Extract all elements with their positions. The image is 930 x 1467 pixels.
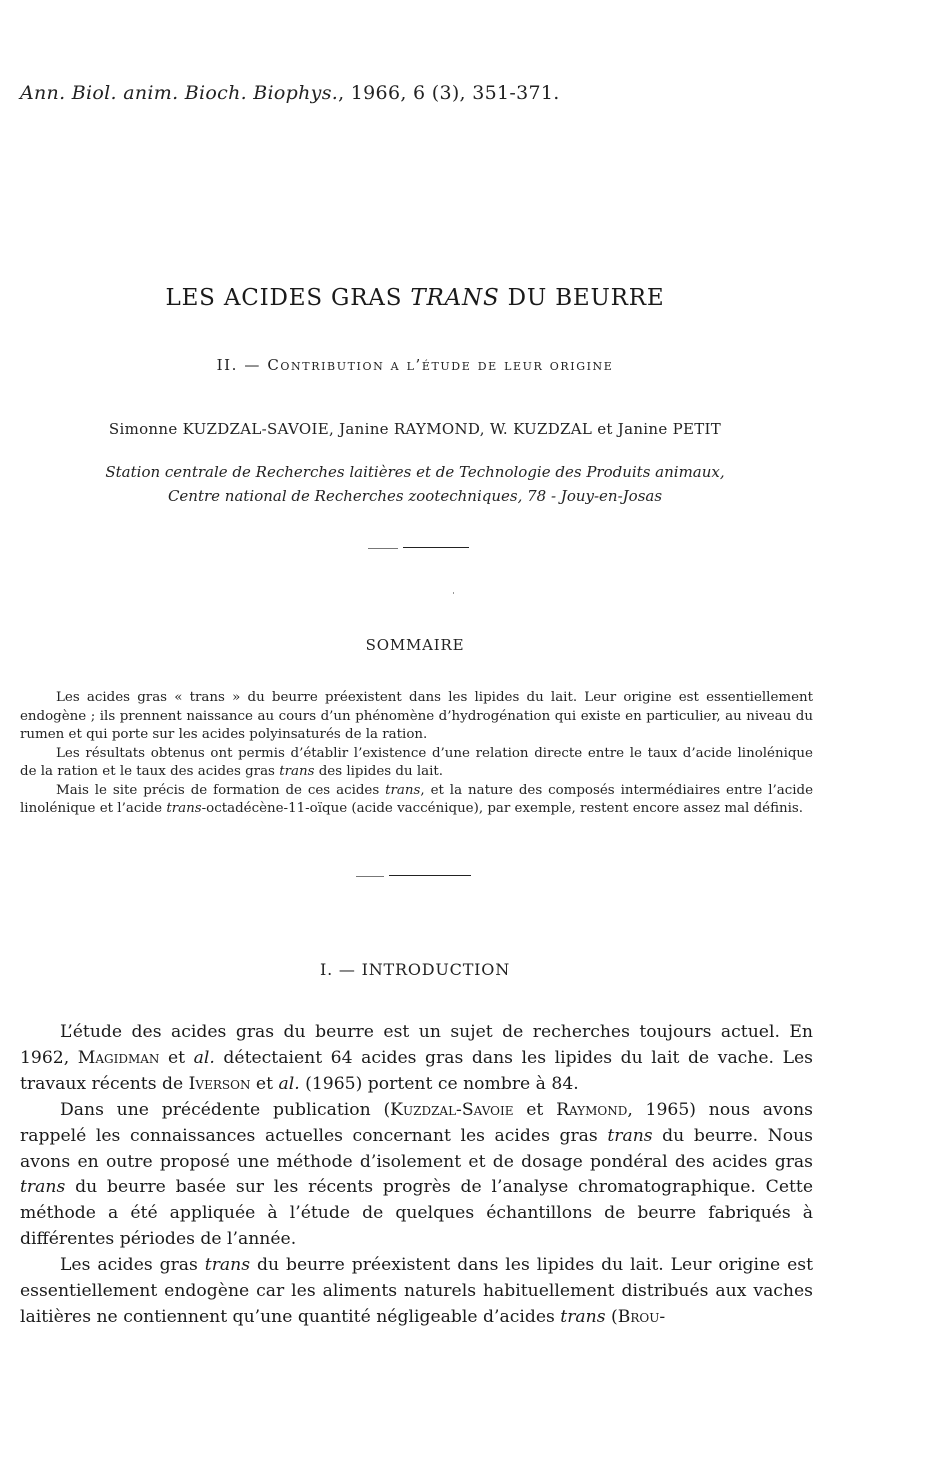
- affiliation-line: Station centrale de Recherches laitières et de Technologie des Produits animaux,: [105, 463, 725, 481]
- summary-heading: SOMMAIRE: [365, 636, 465, 654]
- separator-rule: [389, 875, 471, 876]
- section-heading: I. — INTRODUCTION: [320, 960, 510, 979]
- body-paragraph: Les acides gras trans du beurre préexistent dans les lipides du lait. Leur origine est essentiellement endogène car les aliments naturels habituellement distribués aux vaches laitières ne contiennent qu’une quantité négligeable d’acides trans (Brou-: [20, 1255, 813, 1327]
- separator-rule: [368, 548, 398, 549]
- author-list: Simonne KUZDZAL-SAVOIE, Janine RAYMOND, W. KUZDZAL et Janine PETIT: [108, 420, 722, 438]
- print-speck: [453, 592, 454, 594]
- separator-rule: [403, 547, 469, 548]
- body-paragraph: Dans une précédente publication (Kuzdzal-Savoie et Raymond, 1965) nous avons rappelé les connaissances actuelles concernant les acides gras trans du beurre. Nous avons en outre proposé une méthode d’isolement et de dosage pondéral des acides gras trans du beurre basée sur les récents progrès de l’analyse chromatographique. Cette méthode a été appliquée à l’étude de quelques échantillons de beurre fabriqués à différentes périodes de l’année.: [20, 1099, 813, 1250]
- title-italic: TRANS: [410, 285, 500, 311]
- journal-name: Ann. Biol. anim. Bioch. Biophys.: [20, 82, 339, 104]
- article-subtitle: II. — Contribution a l’étude de leur origine: [216, 356, 614, 374]
- title-part: DU BEURRE: [499, 285, 665, 311]
- article-title: [0, 285, 830, 311]
- affiliation: [0, 460, 830, 508]
- abstract-paragraph: Les résultats obtenus ont permis d’établir l’existence d’une relation directe entre le taux d’acide linolénique de la ration et le taux des acides gras trans des lipides du lait.: [20, 745, 813, 779]
- journal-reference: [20, 82, 560, 104]
- affiliation-line: Centre national de Recherches zootechniques, 78 - Jouy-en-Josas: [167, 487, 663, 505]
- introduction-body: [20, 1020, 813, 1331]
- summary-abstract: [20, 689, 813, 819]
- abstract-paragraph: Mais le site précis de formation de ces acides trans, et la nature des composés intermédiaires entre l’acide linolénique et l’acide trans-octadécène-11-oïque (acide vaccénique), par exemple, restent encore assez mal définis.: [20, 782, 813, 816]
- title-part: LES ACIDES GRAS: [165, 285, 411, 311]
- journal-details: , 1966, 6 (3), 351-371.: [338, 82, 560, 104]
- abstract-paragraph: Les acides gras « trans » du beurre préexistent dans les lipides du lait. Leur origine est essentiellement endogène ; ils prennent naissance au cours d’un phénomène d’hydrogénation qui existe en particulier, au niveau du rumen et qui porte sur les acides polyinsaturés de la ration.: [20, 690, 813, 742]
- separator-rule: [356, 876, 384, 877]
- body-paragraph: L’étude des acides gras du beurre est un sujet de recherches toujours actuel. En 1962, Magidman et al. détectaient 64 acides gras dans les lipides du lait de vache. Les travaux récents de Iverson et al. (1965) portent ce nombre à 84.: [20, 1022, 813, 1094]
